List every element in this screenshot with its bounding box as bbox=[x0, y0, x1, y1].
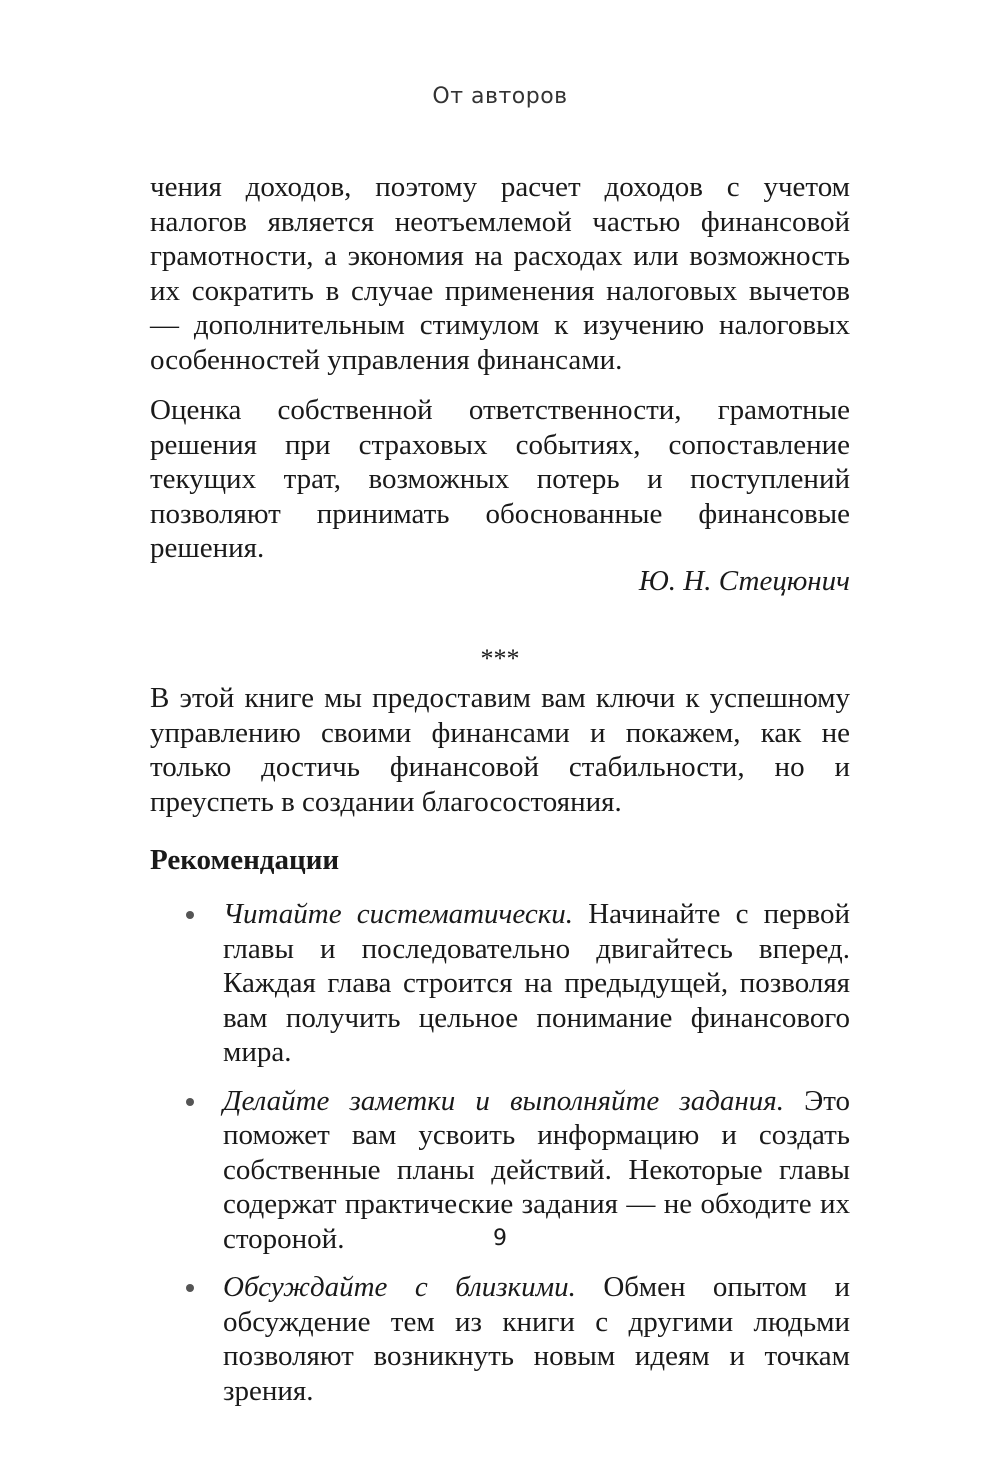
recommendation-title: Читайте систематически. bbox=[223, 898, 574, 930]
paragraph-responsibility: Оценка собственной ответственности, грамотные решения при страховых событиях, сопоставление текущих трат, возможных потерь и поступлений позволяют принимать обоснованные финансовые решения. bbox=[150, 394, 850, 564]
bullet-icon bbox=[186, 1284, 194, 1292]
bullet-icon bbox=[186, 911, 194, 919]
recommendation-text: Обмен опытом и обсуждение тем из книги с другими людьми позволяют возникнуть новым идеям и точкам зрения. bbox=[223, 1271, 850, 1407]
author-signature: Ю. Н. Стецюнич bbox=[638, 565, 850, 597]
paragraph-intro: В этой книге мы предоставим вам ключи к успешному управлению своими финансами и покажем, как не только достичь финансовой стабильности, но и преуспеть в создании благосостояния. bbox=[150, 682, 850, 818]
intro-block bbox=[150, 681, 850, 819]
recommendation-text: Это поможет вам усвоить информацию и создать собственные планы действий. Некоторые главы содержат практические задания — не обходите их стороной. bbox=[223, 1084, 850, 1255]
recommendations-heading: Рекомендации bbox=[150, 844, 340, 876]
bullet-icon bbox=[186, 1098, 194, 1106]
recommendation-title: Обсуждайте с близкими. bbox=[223, 1271, 576, 1303]
recommendation-text: Начинайте с первой главы и последовательно двигайтесь вперед. Каждая глава строится на предыдущей, позволяя вам получить цельное понимание финансового мира. bbox=[223, 898, 850, 1068]
list-item bbox=[150, 897, 850, 1070]
section-separator: *** bbox=[480, 644, 520, 673]
top-paragraphs bbox=[150, 170, 850, 566]
recommendation-title: Делайте заметки и выполняйте задания. bbox=[223, 1084, 784, 1117]
paragraph-tax: чения доходов, поэтому расчет доходов с учетом налогов является неотъемлемой частью финансовой грамотности, а экономия на расходах или возможность их сократить в случае применения налоговых вычетов — дополнительным стимулом к изучению налоговых особенностей управления финансами. bbox=[150, 171, 850, 376]
page-number: 9 bbox=[493, 1226, 507, 1251]
running-head: От авторов bbox=[432, 84, 568, 109]
recommendations-list bbox=[150, 897, 850, 1408]
list-item bbox=[150, 1270, 850, 1408]
